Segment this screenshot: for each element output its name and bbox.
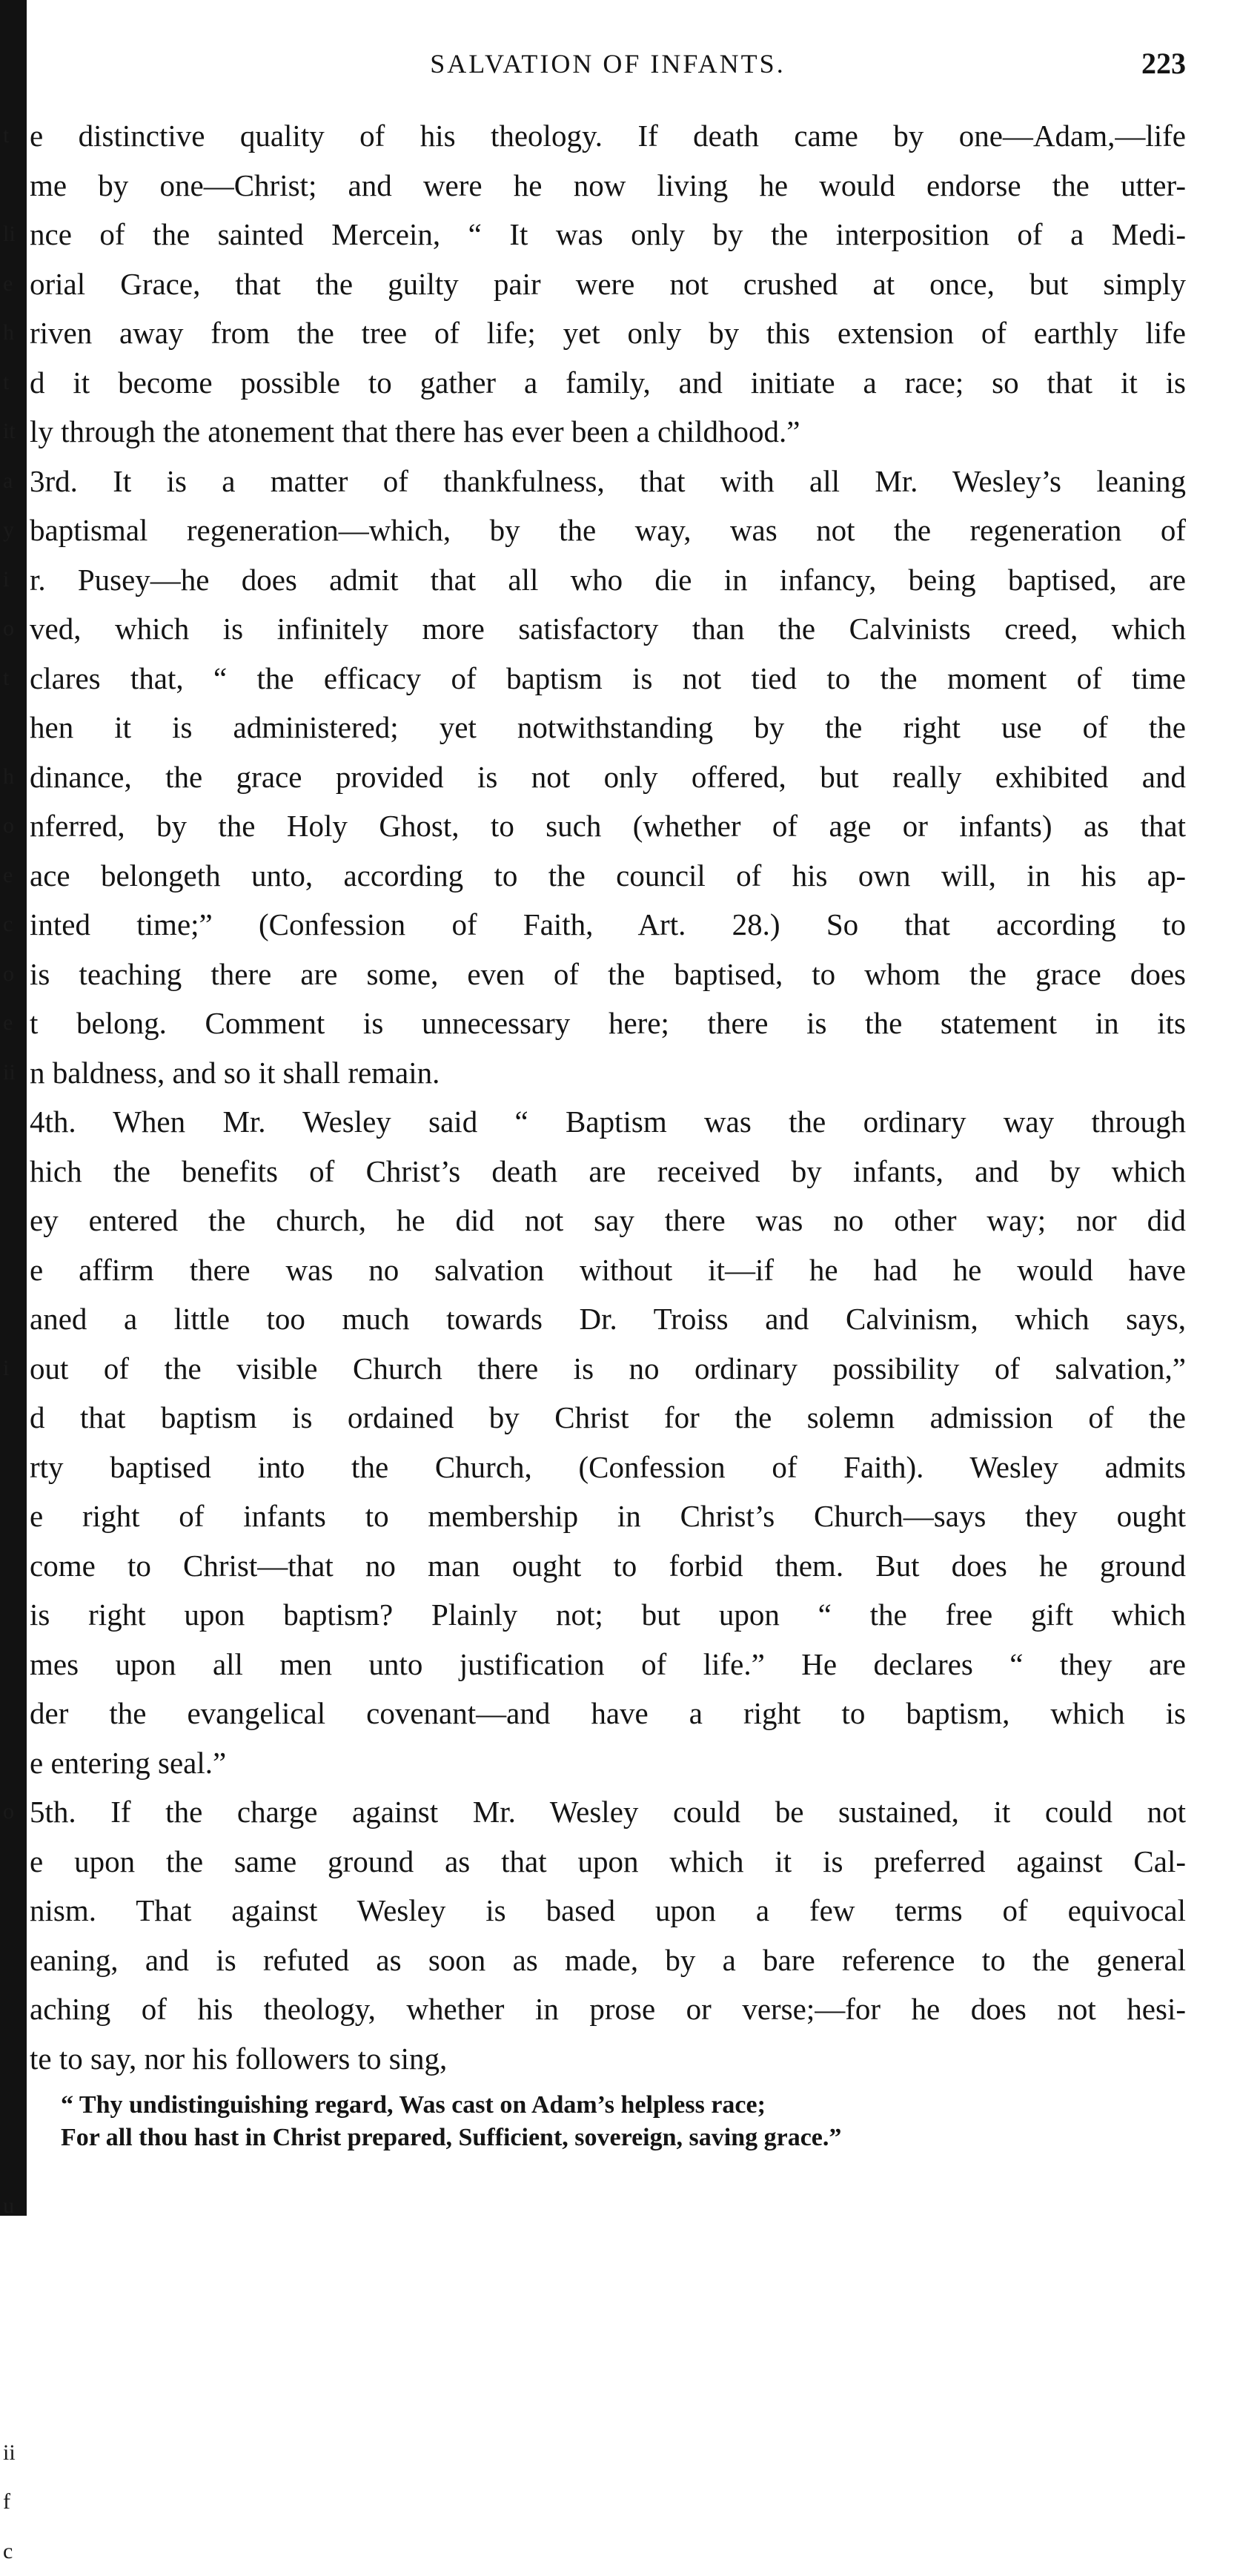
gutter-fragment bbox=[0, 1393, 30, 1443]
gutter-fragment: u bbox=[0, 2182, 30, 2231]
text-line: aching of his theology, whether in prose or verse;—for he does not hesi- bbox=[30, 1984, 1186, 2034]
text-line: te to say, nor his followers to sing, bbox=[30, 2034, 1186, 2084]
gutter-fragment bbox=[0, 1689, 30, 1738]
text-line: aned a little too much towards Dr. Troiss and Calvinism, which says, bbox=[30, 1294, 1186, 1344]
verse-quotation bbox=[61, 2089, 1158, 2154]
text-line: out of the visible Church there is no ordinary possibility of salvation,” bbox=[30, 1344, 1186, 1394]
gutter-fragment bbox=[0, 1097, 30, 1147]
text-line: clares that, “ the efficacy of baptism is not tied to the moment of time bbox=[30, 654, 1186, 703]
gutter-fragment: t bbox=[0, 111, 30, 161]
gutter-fragment bbox=[0, 2330, 30, 2380]
text-line: n baldness, and so it shall remain. bbox=[30, 1048, 1186, 1098]
gutter-fragment: c bbox=[0, 900, 30, 950]
gutter-fragment bbox=[0, 1196, 30, 1245]
gutter-fragment bbox=[0, 1541, 30, 1591]
text-line: e distinctive quality of his theology. If death came by one—Adam,—life bbox=[30, 111, 1186, 161]
gutter-fragment: t bbox=[0, 654, 30, 703]
gutter-fragment: o bbox=[0, 604, 30, 654]
gutter-fragment bbox=[0, 1491, 30, 1541]
text-line: is right upon baptism? Plainly not; but upon “ the free gift which bbox=[30, 1590, 1186, 1640]
gutter-fragment: o bbox=[0, 1787, 30, 1837]
text-line: come to Christ—that no man ought to forbid them. But does he ground bbox=[30, 1541, 1186, 1591]
gutter-fragment bbox=[0, 1837, 30, 1887]
gutter-fragment bbox=[0, 2034, 30, 2084]
text-line: ved, which is infinitely more satisfactory than the Calvinists creed, which bbox=[30, 604, 1186, 654]
text-line: rty baptised into the Church, (Confession of Faith). Wesley admits bbox=[30, 1443, 1186, 1492]
text-line: riven away from the tree of life; yet only by this extension of earthly life bbox=[30, 308, 1186, 358]
text-line: ace belongeth unto, according to the council of his own will, in his ap- bbox=[30, 851, 1186, 901]
gutter-fragment bbox=[0, 703, 30, 752]
text-line: r. Pusey—he does admit that all who die in infancy, being baptised, are bbox=[30, 555, 1186, 605]
gutter-fragment: i bbox=[0, 1344, 30, 1394]
gutter-fragment: li bbox=[0, 210, 30, 259]
gutter-fragment bbox=[0, 1886, 30, 1936]
gutter-fragment: y bbox=[0, 506, 30, 555]
gutter-fragment: it bbox=[0, 407, 30, 457]
text-line: d that baptism is ordained by Christ for the solemn admission of the bbox=[30, 1393, 1186, 1443]
text-line: dinance, the grace provided is not only offered, but really exhibited and bbox=[30, 752, 1186, 802]
gutter-fragment bbox=[0, 1984, 30, 2034]
gutter-fragment: e bbox=[0, 851, 30, 901]
gutter-fragment: h bbox=[0, 308, 30, 358]
body-text bbox=[30, 111, 1186, 2083]
gutter-fragment: e bbox=[0, 259, 30, 309]
facing-page-gutter bbox=[0, 111, 30, 2576]
text-line: eaning, and is refuted as soon as made, by a bare reference to the general bbox=[30, 1936, 1186, 1985]
text-line: hich the benefits of Christ’s death are received by infants, and by which bbox=[30, 1147, 1186, 1196]
text-line: me by one—Christ; and were he now living he would endorse the utter- bbox=[30, 161, 1186, 211]
gutter-fragment bbox=[0, 1294, 30, 1344]
text-line: e upon the same ground as that upon which it is preferred against Cal- bbox=[30, 1837, 1186, 1887]
text-line: 3rd. It is a matter of thankfulness, that with all Mr. Wesley’s leaning bbox=[30, 457, 1186, 506]
gutter-fragment bbox=[0, 2280, 30, 2330]
text-line: 4th. When Mr. Wesley said “ Baptism was the ordinary way through bbox=[30, 1097, 1186, 1147]
text-line: nism. That against Wesley is based upon a few terms of equivocal bbox=[30, 1886, 1186, 1936]
gutter-fragment bbox=[0, 2379, 30, 2428]
running-title: SALVATION OF INFANTS. bbox=[30, 43, 1186, 85]
text-line: d it become possible to gather a family, and initiate a race; so that it is bbox=[30, 358, 1186, 408]
gutter-fragment bbox=[0, 1245, 30, 1295]
text-line: t belong. Comment is unnecessary here; there is the statement in its bbox=[30, 999, 1186, 1048]
gutter-fragment: t bbox=[0, 358, 30, 408]
gutter-fragment: ii bbox=[0, 2428, 30, 2478]
text-line: is teaching there are some, even of the baptised, to whom the grace does bbox=[30, 950, 1186, 999]
text-line: 5th. If the charge against Mr. Wesley could be sustained, it could not bbox=[30, 1787, 1186, 1837]
verse-line: “ Thy undistinguishing regard, Was cast on Adam’s helpless race; bbox=[61, 2089, 1158, 2122]
text-line: orial Grace, that the guilty pair were not crushed at once, but simply bbox=[30, 259, 1186, 309]
gutter-fragment bbox=[0, 2231, 30, 2281]
gutter-fragment: c bbox=[0, 2527, 30, 2576]
text-line: mes upon all men unto justification of life.” He declares “ they are bbox=[30, 1640, 1186, 1689]
gutter-fragment bbox=[0, 1640, 30, 1689]
text-line: e right of infants to membership in Christ’s Church—says they ought bbox=[30, 1491, 1186, 1541]
gutter-fragment bbox=[0, 1590, 30, 1640]
gutter-fragment bbox=[0, 2083, 30, 2133]
text-line: inted time;” (Confession of Faith, Art. 28.) So that according to bbox=[30, 900, 1186, 950]
gutter-fragment: ii bbox=[0, 1048, 30, 1098]
gutter-fragment bbox=[0, 1936, 30, 1985]
text-line: e entering seal.” bbox=[30, 1738, 1186, 1788]
gutter-fragment bbox=[0, 2133, 30, 2182]
text-line: der the evangelical covenant—and have a right to baptism, which is bbox=[30, 1689, 1186, 1738]
gutter-fragment bbox=[0, 1738, 30, 1788]
gutter-fragment: o bbox=[0, 801, 30, 851]
gutter-fragment bbox=[0, 161, 30, 211]
running-head bbox=[30, 43, 1186, 85]
text-line: baptismal regeneration—which, by the way, was not the regeneration of bbox=[30, 506, 1186, 555]
gutter-fragment: f bbox=[0, 2477, 30, 2527]
text-line: hen it is administered; yet notwithstanding by the right use of the bbox=[30, 703, 1186, 752]
gutter-fragment: o bbox=[0, 950, 30, 999]
gutter-fragment: a bbox=[0, 457, 30, 506]
gutter-fragment: h bbox=[0, 752, 30, 802]
gutter-fragment bbox=[0, 1147, 30, 1196]
verse-line: For all thou hast in Christ prepared, Sufficient, sovereign, saving grace.” bbox=[61, 2122, 1158, 2154]
text-line: ly through the atonement that there has ever been a childhood.” bbox=[30, 407, 1186, 457]
page-number: 223 bbox=[1141, 43, 1186, 85]
gutter-fragment bbox=[0, 1443, 30, 1492]
gutter-fragment: e bbox=[0, 999, 30, 1048]
text-line: ey entered the church, he did not say there was no other way; nor did bbox=[30, 1196, 1186, 1245]
text-line: nferred, by the Holy Ghost, to such (whether of age or infants) as that bbox=[30, 801, 1186, 851]
gutter-fragment: i bbox=[0, 555, 30, 605]
text-line: nce of the sainted Mercein, “ It was only by the interposition of a Medi- bbox=[30, 210, 1186, 259]
text-line: e affirm there was no salvation without it—if he had he would have bbox=[30, 1245, 1186, 1295]
